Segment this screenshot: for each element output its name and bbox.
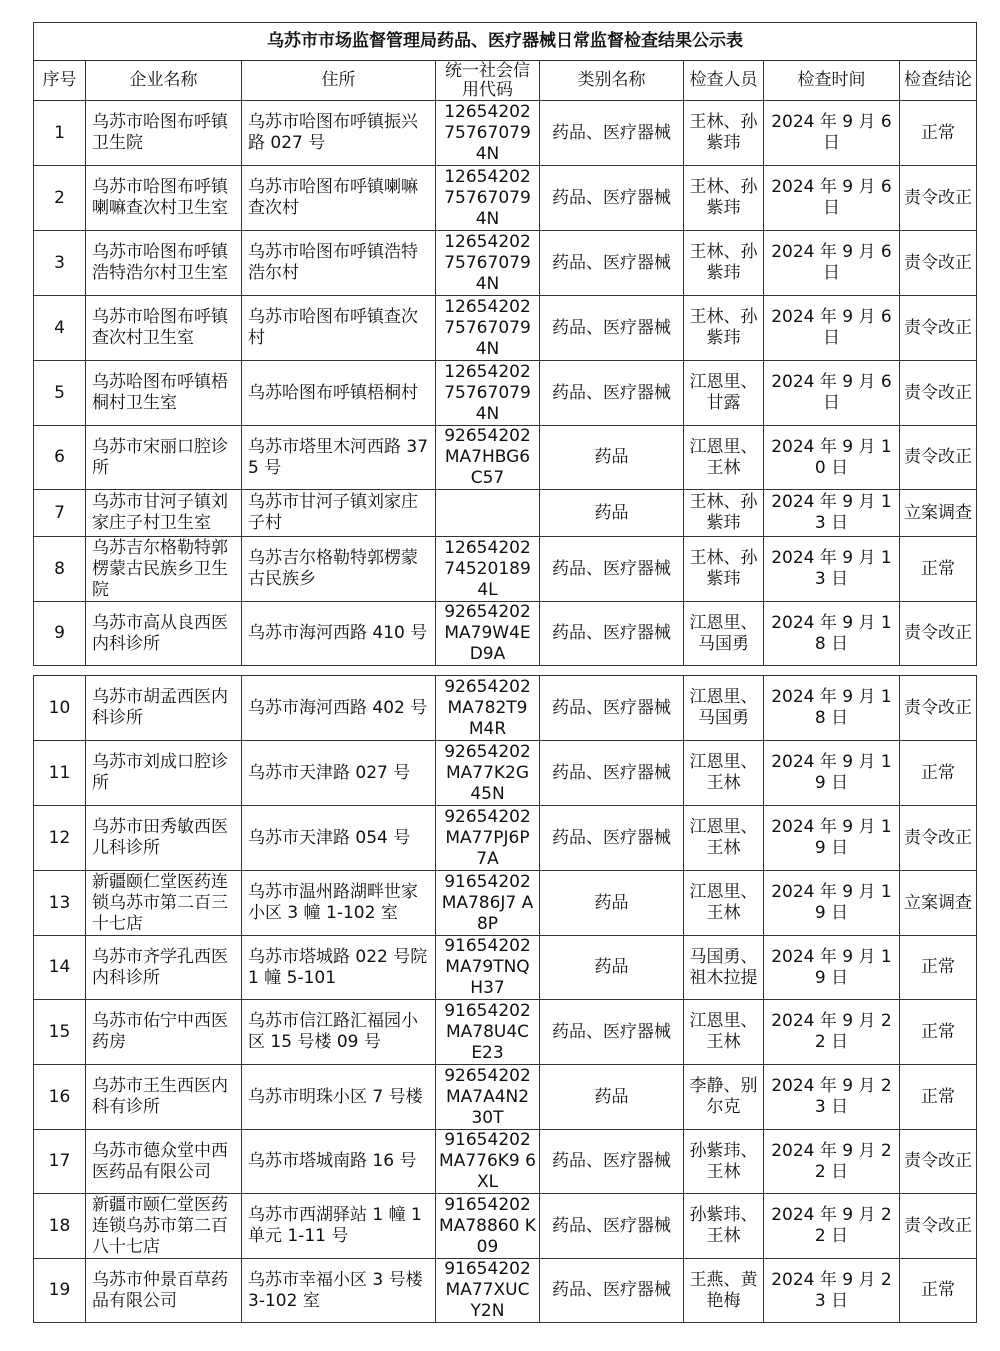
inspection-date: 2024 年 9 月 22 日 <box>764 1000 900 1065</box>
category-name: 药品、医疗器械 <box>540 1130 684 1194</box>
row-no: 7 <box>34 490 86 537</box>
inspection-date: 2024 年 9 月 18 日 <box>764 602 900 666</box>
company-address: 乌苏市西湖驿站 1 幢 1 单元 1-11 号 <box>242 1194 436 1259</box>
inspection-result: 正常 <box>900 741 977 806</box>
credit-code: 92654202MA7A4N2 30T <box>436 1065 540 1130</box>
table-row <box>34 490 977 537</box>
credit-code: 1265420275767079 4N <box>436 361 540 426</box>
company-address: 乌苏市哈图布呼镇查次村 <box>242 296 436 361</box>
table-row <box>34 676 977 741</box>
credit-code: 92654202MA7HBG6 C57 <box>436 426 540 490</box>
company-address: 乌苏市哈图布呼镇浩特浩尔村 <box>242 231 436 296</box>
inspection-result: 责令改正 <box>900 1130 977 1194</box>
company-address: 乌苏市海河西路 402 号 <box>242 676 436 741</box>
table-row <box>34 602 977 666</box>
inspection-date: 2024 年 9 月 13 日 <box>764 537 900 602</box>
company-name: 乌苏市胡孟西医内科诊所 <box>86 676 242 741</box>
credit-code: 1265420275767079 4N <box>436 231 540 296</box>
company-name: 乌苏哈图布呼镇梧桐村卫生室 <box>86 361 242 426</box>
header-inspectors: 检查人员 <box>684 61 764 101</box>
row-no: 9 <box>34 602 86 666</box>
category-name: 药品、医疗器械 <box>540 361 684 426</box>
category-name: 药品 <box>540 936 684 1000</box>
table-title: 乌苏市市场监督管理局药品、医疗器械日常监督检查结果公示表 <box>34 23 977 61</box>
header-address: 住所 <box>242 61 436 101</box>
company-address: 乌苏市天津路 054 号 <box>242 806 436 871</box>
category-name: 药品、医疗器械 <box>540 537 684 602</box>
inspection-date: 2024 年 9 月 19 日 <box>764 871 900 936</box>
header-row <box>34 61 977 101</box>
company-name: 乌苏市齐学孔西医内科诊所 <box>86 936 242 1000</box>
row-no: 5 <box>34 361 86 426</box>
credit-code: 91654202MA776K9 6XL <box>436 1130 540 1194</box>
table-row <box>34 1065 977 1130</box>
credit-code: 91654202MA78860 K09 <box>436 1194 540 1259</box>
row-no: 12 <box>34 806 86 871</box>
inspection-date: 2024 年 9 月 6 日 <box>764 361 900 426</box>
inspectors: 李静、别尔克 <box>684 1065 764 1130</box>
credit-code: 92654202MA77PJ6P 7A <box>436 806 540 871</box>
company-address: 乌苏吉尔格勒特郭楞蒙古民族乡 <box>242 537 436 602</box>
credit-code: 91654202MA78U4C E23 <box>436 1000 540 1065</box>
row-no: 14 <box>34 936 86 1000</box>
company-name: 乌苏吉尔格勒特郭楞蒙古民族乡卫生院 <box>86 537 242 602</box>
category-name: 药品、医疗器械 <box>540 296 684 361</box>
inspection-date: 2024 年 9 月 10 日 <box>764 426 900 490</box>
inspection-result: 立案调查 <box>900 871 977 936</box>
credit-code: 1265420274520189 4L <box>436 537 540 602</box>
header-date: 检查时间 <box>764 61 900 101</box>
inspection-date: 2024 年 9 月 6 日 <box>764 166 900 231</box>
row-no: 17 <box>34 1130 86 1194</box>
company-name: 乌苏市王生西医内科有诊所 <box>86 1065 242 1130</box>
inspection-date: 2024 年 9 月 23 日 <box>764 1259 900 1323</box>
category-name: 药品、医疗器械 <box>540 602 684 666</box>
inspectors: 王林、孙紫玮 <box>684 231 764 296</box>
company-name: 新疆市颐仁堂医药连锁乌苏市第二百八十七店 <box>86 1194 242 1259</box>
category-name: 药品、医疗器械 <box>540 1259 684 1323</box>
company-name: 乌苏市哈图布呼镇喇嘛查次村卫生室 <box>86 166 242 231</box>
row-no: 2 <box>34 166 86 231</box>
company-address: 乌苏市温州路湖畔世家小区 3 幢 1-102 室 <box>242 871 436 936</box>
row-no: 13 <box>34 871 86 936</box>
company-name: 乌苏市刘成口腔诊所 <box>86 741 242 806</box>
company-name: 乌苏市仲景百草药品有限公司 <box>86 1259 242 1323</box>
inspection-result: 责令改正 <box>900 806 977 871</box>
header-category: 类别名称 <box>540 61 684 101</box>
inspection-result: 立案调查 <box>900 490 977 537</box>
row-no: 1 <box>34 101 86 166</box>
table-row <box>34 166 977 231</box>
header-name: 企业名称 <box>86 61 242 101</box>
company-name: 新疆颐仁堂医药连锁乌苏市第二百三十七店 <box>86 871 242 936</box>
row-no: 19 <box>34 1259 86 1323</box>
inspection-result: 正常 <box>900 537 977 602</box>
inspection-result: 正常 <box>900 101 977 166</box>
category-name: 药品 <box>540 426 684 490</box>
company-address: 乌苏市哈图布呼镇喇嘛查次村 <box>242 166 436 231</box>
category-name: 药品 <box>540 1065 684 1130</box>
company-name: 乌苏市田秀敏西医儿科诊所 <box>86 806 242 871</box>
inspectors: 江恩里、王林 <box>684 426 764 490</box>
company-address: 乌苏市幸福小区 3 号楼 3-102 室 <box>242 1259 436 1323</box>
row-no: 18 <box>34 1194 86 1259</box>
company-name: 乌苏市哈图布呼镇查次村卫生室 <box>86 296 242 361</box>
inspection-date: 2024 年 9 月 13 日 <box>764 490 900 537</box>
company-name: 乌苏市佑宁中西医药房 <box>86 1000 242 1065</box>
inspection-result: 责令改正 <box>900 1194 977 1259</box>
table-row <box>34 296 977 361</box>
credit-code: 91654202MA786J7 A8P <box>436 871 540 936</box>
inspection-result: 责令改正 <box>900 426 977 490</box>
company-name: 乌苏市宋丽口腔诊所 <box>86 426 242 490</box>
category-name: 药品、医疗器械 <box>540 231 684 296</box>
company-address: 乌苏哈图布呼镇梧桐村 <box>242 361 436 426</box>
inspection-date: 2024 年 9 月 19 日 <box>764 741 900 806</box>
inspection-result: 责令改正 <box>900 231 977 296</box>
company-address: 乌苏市甘河子镇刘家庄子村 <box>242 490 436 537</box>
company-address: 乌苏市海河西路 410 号 <box>242 602 436 666</box>
category-name: 药品、医疗器械 <box>540 1000 684 1065</box>
company-address: 乌苏市天津路 027 号 <box>242 741 436 806</box>
credit-code: 92654202MA79W4E D9A <box>436 602 540 666</box>
company-name: 乌苏市高从良西医内科诊所 <box>86 602 242 666</box>
inspection-result: 正常 <box>900 1000 977 1065</box>
company-name: 乌苏市德众堂中西医药品有限公司 <box>86 1130 242 1194</box>
inspectors: 王林、孙紫玮 <box>684 490 764 537</box>
table-row <box>34 741 977 806</box>
inspectors: 王林、孙紫玮 <box>684 166 764 231</box>
inspectors: 王林、孙紫玮 <box>684 296 764 361</box>
inspectors: 江恩里、王林 <box>684 741 764 806</box>
credit-code: 92654202MA782T9 M4R <box>436 676 540 741</box>
category-name: 药品、医疗器械 <box>540 806 684 871</box>
inspectors: 江恩里、甘露 <box>684 361 764 426</box>
credit-code: 1265420275767079 4N <box>436 296 540 361</box>
inspection-result: 正常 <box>900 1259 977 1323</box>
company-address: 乌苏市信江路汇福园小区 15 号楼 09 号 <box>242 1000 436 1065</box>
inspection-result: 责令改正 <box>900 676 977 741</box>
inspection-table-part-2 <box>33 675 977 1323</box>
category-name: 药品、医疗器械 <box>540 1194 684 1259</box>
company-name: 乌苏市甘河子镇刘家庄子村卫生室 <box>86 490 242 537</box>
inspection-result: 正常 <box>900 1065 977 1130</box>
inspectors: 孙紫玮、王林 <box>684 1194 764 1259</box>
inspection-date: 2024 年 9 月 22 日 <box>764 1130 900 1194</box>
category-name: 药品、医疗器械 <box>540 101 684 166</box>
row-no: 8 <box>34 537 86 602</box>
header-code: 统一社会信用代码 <box>436 61 540 101</box>
inspection-result: 责令改正 <box>900 166 977 231</box>
table-row <box>34 1000 977 1065</box>
company-address: 乌苏市明珠小区 7 号楼 <box>242 1065 436 1130</box>
row-no: 11 <box>34 741 86 806</box>
inspectors: 江恩里、马国勇 <box>684 602 764 666</box>
company-name: 乌苏市哈图布呼镇卫生院 <box>86 101 242 166</box>
inspection-date: 2024 年 9 月 6 日 <box>764 296 900 361</box>
table-row <box>34 1259 977 1323</box>
credit-code: 91654202MA77XUC Y2N <box>436 1259 540 1323</box>
credit-code <box>436 490 540 537</box>
row-no: 15 <box>34 1000 86 1065</box>
company-name: 乌苏市哈图布呼镇浩特浩尔村卫生室 <box>86 231 242 296</box>
row-no: 16 <box>34 1065 86 1130</box>
table-row <box>34 361 977 426</box>
inspection-table-part-1 <box>33 22 977 666</box>
inspection-result: 责令改正 <box>900 361 977 426</box>
company-address: 乌苏市塔城路 022 号院 1 幢 5-101 <box>242 936 436 1000</box>
inspectors: 江恩里、王林 <box>684 871 764 936</box>
inspectors: 王林、孙紫玮 <box>684 101 764 166</box>
company-address: 乌苏市哈图布呼镇振兴路 027 号 <box>242 101 436 166</box>
inspection-date: 2024 年 9 月 22 日 <box>764 1194 900 1259</box>
table-row <box>34 1130 977 1194</box>
table-row <box>34 1194 977 1259</box>
header-no: 序号 <box>34 61 86 101</box>
category-name: 药品、医疗器械 <box>540 741 684 806</box>
row-no: 3 <box>34 231 86 296</box>
inspection-date: 2024 年 9 月 19 日 <box>764 936 900 1000</box>
table-row <box>34 231 977 296</box>
company-address: 乌苏市塔城南路 16 号 <box>242 1130 436 1194</box>
row-no: 6 <box>34 426 86 490</box>
inspection-result: 正常 <box>900 936 977 1000</box>
credit-code: 91654202MA79TNQ H37 <box>436 936 540 1000</box>
inspection-result: 责令改正 <box>900 296 977 361</box>
table-row <box>34 936 977 1000</box>
table-row <box>34 537 977 602</box>
inspection-date: 2024 年 9 月 23 日 <box>764 1065 900 1130</box>
inspection-date: 2024 年 9 月 18 日 <box>764 676 900 741</box>
credit-code: 1265420275767079 4N <box>436 101 540 166</box>
table-row <box>34 101 977 166</box>
row-no: 4 <box>34 296 86 361</box>
table-row <box>34 871 977 936</box>
inspection-date: 2024 年 9 月 6 日 <box>764 101 900 166</box>
inspection-date: 2024 年 9 月 6 日 <box>764 231 900 296</box>
inspectors: 孙紫玮、王林 <box>684 1130 764 1194</box>
credit-code: 1265420275767079 4N <box>436 166 540 231</box>
category-name: 药品、医疗器械 <box>540 676 684 741</box>
company-address: 乌苏市塔里木河西路 375 号 <box>242 426 436 490</box>
inspection-date: 2024 年 9 月 19 日 <box>764 806 900 871</box>
inspectors: 王林、孙紫玮 <box>684 537 764 602</box>
category-name: 药品 <box>540 871 684 936</box>
table-row <box>34 426 977 490</box>
inspection-result: 责令改正 <box>900 602 977 666</box>
inspectors: 江恩里、马国勇 <box>684 676 764 741</box>
inspectors: 江恩里、王林 <box>684 1000 764 1065</box>
category-name: 药品、医疗器械 <box>540 166 684 231</box>
inspectors: 王燕、黄艳梅 <box>684 1259 764 1323</box>
credit-code: 92654202MA77K2G 45N <box>436 741 540 806</box>
row-no: 10 <box>34 676 86 741</box>
header-result: 检查结论 <box>900 61 977 101</box>
table-row <box>34 806 977 871</box>
category-name: 药品 <box>540 490 684 537</box>
inspectors: 江恩里、王林 <box>684 806 764 871</box>
inspectors: 马国勇、祖木拉提 <box>684 936 764 1000</box>
